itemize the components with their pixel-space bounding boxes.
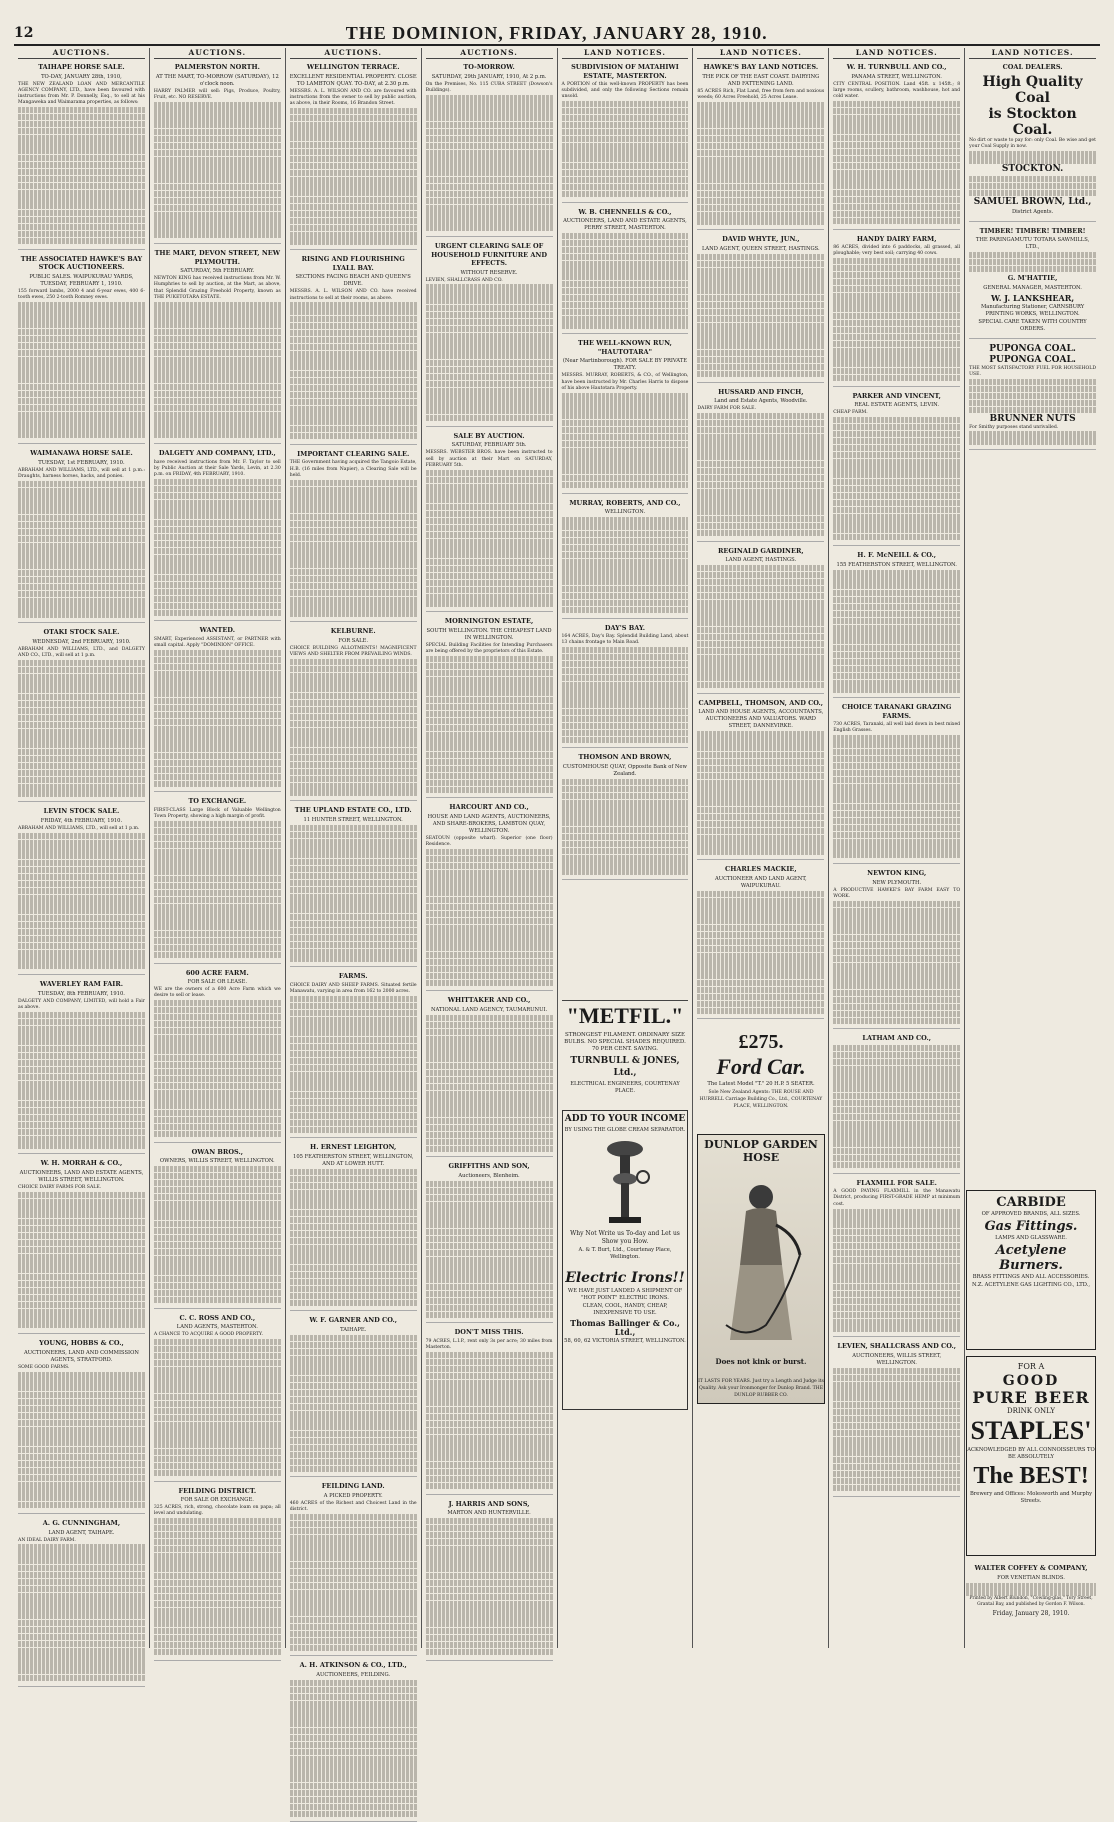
dunlop-body: IT LASTS FOR YEARS. Just try a Length and Judge its Quality. Ask your Ironmonger for Dunlop Brand. THE DUNLOP RUBBER CO.	[698, 1378, 824, 1398]
column-heading: AUCTIONS.	[154, 48, 281, 59]
ad-body: A PRODUCTIVE HAWKE'S BAY FARM EASY TO WORK.	[833, 887, 961, 899]
burners-label: Burners.	[999, 1258, 1063, 1273]
ad-body: HARRY PALMER will sell: Pigs, Produce, Poultry, Fruit, etc. NO RESERVE.	[153, 88, 281, 100]
ad-body: SPECIAL Building Facilities for Intending Purchasers are being offered by the proprietors of this Estate.	[425, 642, 553, 654]
ad-body: 86 ACRES, divided into 6 paddocks, all grassed, all ploughable; very best soil; carrying 40 cows.	[833, 245, 961, 257]
ad-body: A GOOD PAYING FLAXMILL in the Manawatu District, producing FIRST-GRADE HEMP at minimum cost.	[833, 1189, 961, 1207]
mhattie-name: G. M'HATTIE,	[1007, 274, 1058, 283]
ad-body: CHOICE DAIRY AND SHEEP FARMS. Situated fertile Manawatu, varying in area from 162 to 2000 acres.	[289, 982, 417, 994]
puponga-ad	[969, 344, 1096, 450]
classified-ad	[18, 63, 145, 250]
ad-subtitle: LAND AGENTS, MASTERTON.	[176, 1324, 258, 1331]
column-5-ads	[562, 63, 689, 880]
ad-body: MESSRS. WEBSTER BROS. have been instructed to sell by auction at their Mart on SATURDAY, FEBRUARY 5th.	[425, 450, 553, 468]
puponga-title-1: PUPONGA COAL.	[989, 344, 1076, 355]
ford-car-title: Ford Car.	[716, 1054, 806, 1079]
ad-title: FARMS.	[338, 972, 368, 981]
classified-ad	[18, 807, 145, 975]
electric-irons-body: CLEAN, COOL, HANDY, CHEAP, INEXPENSIVE TO USE.	[582, 1303, 668, 1316]
classified-ad	[18, 449, 145, 623]
brunner-nuts-title: BRUNNER NUTS	[989, 413, 1076, 424]
ad-subtitle: AUCTIONEERS, LAND AND COMMISSION AGENTS, STRATFORD.	[23, 1349, 139, 1363]
ad-body: CHOICE DAIRY FARMS FOR SALE.	[18, 1184, 102, 1190]
classified-ad	[290, 1661, 417, 1822]
ad-subtitle: A PICKED PROPERTY.	[323, 1492, 383, 1499]
ad-body: AN IDEAL DAIRY FARM.	[18, 1537, 76, 1543]
ad-subtitle: OWNERS, WILLIS STREET, WELLINGTON.	[159, 1158, 275, 1165]
ad-body: THE NEW ZEALAND LOAN AND MERCANTILE AGENCY COMPANY, LTD., have been favoured with instructions from Mr. P. Donnelly, Esq., to sell at his Mangaweka and Waimarama properties, as follows:	[18, 81, 145, 106]
ad-body: 460 ACRES of the Richest and Choicest Land in the district.	[289, 1500, 417, 1513]
ad-title: THE UPLAND ESTATE CO., LTD.	[294, 806, 412, 815]
timber-sub: THE PARINGAMUTU TOTARA SAWMILLS, LTD.,	[975, 237, 1090, 251]
ad-subtitle: TO-DAY, JANUARY 28th, 1910,	[41, 73, 122, 80]
masthead	[14, 22, 1100, 46]
classified-ad	[290, 1482, 417, 1656]
ad-sub: AUCTIONEERS, LAND AND ESTATE AGENTS, PERRY STREET, MASTERTON.	[563, 218, 687, 232]
ad-title: C. C. ROSS AND CO.,	[179, 1313, 256, 1322]
ad-subtitle: NEW PLYMOUTH.	[872, 879, 922, 886]
ad-subtitle: AT THE MART, TO-MORROW (SATURDAY), 12 o'clock noon.	[155, 73, 279, 87]
gas-fittings-sub: LAMPS AND GLASSWARE.	[995, 1235, 1067, 1241]
ad-title: DON'T MISS THIS.	[454, 1328, 524, 1337]
ad-body: ABRAHAM AND WILLIAMS, LTD., and DALGETY AND CO., LTD., will sell at 1 p.m.	[18, 646, 145, 658]
ad-subtitle: 155 FEATHERSTON STREET, WELLINGTON.	[836, 561, 957, 568]
classified-ad	[426, 63, 553, 237]
coal-dealers-ad	[969, 63, 1096, 222]
classified-ad	[154, 63, 281, 244]
beer-for-a: FOR A	[1017, 1362, 1045, 1371]
ad-title: H. F. McNEILL & CO.,	[857, 551, 937, 560]
ad-body: A CHANCE TO ACQUIRE A GOOD PROPERTY.	[153, 1332, 263, 1338]
ad-title: URGENT CLEARING SALE OF HOUSEHOLD FURNITURE AND EFFECTS.	[431, 242, 547, 268]
classified-ad	[833, 63, 960, 230]
ad-sub: AUCTIONEER AND LAND AGENT, WAIPUKURAU.	[714, 875, 807, 889]
columns	[14, 48, 1100, 1678]
ad-body: 85 ACRES Rich, Flat Land, free from fern and noxious weeds; 60 Acres Freehold, 25 Acres Lease.	[697, 88, 825, 100]
classified-ad	[154, 1487, 281, 1661]
classified-ad	[290, 63, 417, 250]
ad-title: A. H. ATKINSON & CO., LTD.,	[299, 1661, 407, 1670]
classified-ad	[426, 432, 553, 612]
ad-subtitle: WEDNESDAY, 2nd FEBRUARY, 1910.	[32, 638, 131, 645]
classified-ad	[154, 1314, 281, 1482]
puponga-title-2: PUPONGA COAL.	[989, 355, 1076, 366]
coal-body: No dirt or waste to pay for: only Coal. Be wise and get your Coal Supply in now.	[969, 137, 1096, 149]
ad-title: J. HARRIS AND SONS,	[448, 1499, 530, 1508]
ad-body: MESSRS. MURRAY, ROBERTS, & CO., of Wellington, have been instructed by Mr. Charles Harris to dispose of his above Hautotara Property.	[561, 373, 689, 391]
stockton-label: STOCKTON.	[1001, 164, 1064, 175]
ad-subtitle: PUBLIC SALES. WAIPUKURAU YARDS, TUESDAY, FEBRUARY 1, 1910.	[29, 273, 134, 287]
classified-ad	[154, 797, 281, 963]
ad-title: YOUNG, HOBBS & CO.,	[39, 1339, 124, 1348]
ad-body: NEWTON KING has received instructions from Mr. W. Humphries to sell by auction, at the Mart, as above, that Splendid Grazing Freehold Property, known as THE PUKETOTARA ESTATE.	[153, 276, 281, 300]
ad-subtitle: NATIONAL LAND AGENCY, TAUMARUNUI.	[430, 1006, 548, 1013]
ad-title: SUBDIVISION OF MATAHIWI ESTATE, MASTERTON.	[571, 63, 679, 80]
ad-body: 730 ACRES, Taranaki, all well laid down in best mixed English Grasses.	[833, 722, 961, 734]
classified-ad	[290, 255, 417, 445]
classified-ad	[154, 626, 281, 792]
footer-ads	[966, 1562, 1096, 1646]
ad-title: W. B. CHENNELLS & CO.,	[578, 207, 672, 216]
brass-fittings: BRASS FITTINGS AND ALL ACCESSORIES.	[972, 1274, 1090, 1280]
classified-ad	[18, 255, 145, 445]
ad-subtitle: Auctioneers, Blenheim.	[458, 1172, 520, 1179]
ford-agents: Sole New Zealand Agents: THE ROUSE AND HURRELL Carriage Building Co., Ltd., COURTENAY PLACE, WELLINGTON.	[699, 1090, 823, 1109]
mhattie-sub: GENERAL MANAGER, MASTERTON.	[983, 284, 1082, 291]
ad-sub: CUSTOMHOUSE QUAY, Opposite Bank of New Zealand.	[562, 763, 687, 777]
classified-ad	[833, 1342, 960, 1496]
ford-car-ad	[697, 1030, 825, 1120]
ad-title: W. H. TURNBULL AND CO.,	[846, 63, 947, 71]
coal-line-1: High Quality Coal	[982, 73, 1083, 106]
classified-ad	[562, 624, 689, 749]
classified-ad	[833, 1034, 960, 1173]
globe-body: Why Not Write us To-day and Let us Show you How.	[570, 1230, 680, 1245]
ford-price: £275.	[738, 1031, 784, 1053]
column-7-ads	[833, 63, 960, 1497]
ad-title: PARKER AND VINCENT,	[852, 391, 941, 400]
ad-title: SALE BY AUCTION.	[453, 431, 525, 440]
turnbull-jones: TURNBULL & JONES, Ltd.,	[570, 1056, 680, 1078]
classified-ad	[426, 1162, 553, 1323]
acetylene-company: N.Z. ACETYLENE GAS LIGHTING CO., LTD.,	[972, 1282, 1090, 1288]
dunlop-kink: Does not kink or burst.	[715, 1356, 807, 1366]
classified-ad	[18, 1159, 145, 1334]
ad-title: H. ERNEST LEIGHTON,	[310, 1143, 397, 1152]
ad-body: 155 forward lambs, 2000 4 and 6-year ewes, 400 6-tooth ewes, 250 2-tooth Romney ewes.	[18, 288, 145, 300]
gas-fittings: Gas Fittings.	[984, 1219, 1078, 1234]
acetylene-label: Acetylene	[995, 1243, 1067, 1258]
classified-ad	[697, 699, 824, 860]
ad-title: HUSSARD AND FINCH,	[718, 387, 804, 396]
classified-ad	[562, 753, 689, 880]
ad-subtitle: TUESDAY, 1st FEBRUARY, 1910.	[38, 459, 125, 466]
ad-body: DALGETY AND COMPANY, LIMITED, will hold a Fair as above.	[18, 998, 145, 1010]
classified-ad	[154, 969, 281, 1143]
ad-title: A. G. CUNNINGHAM,	[42, 1519, 121, 1528]
column-1	[14, 48, 150, 1648]
classified-ad	[562, 208, 689, 335]
timber-title: TIMBER! TIMBER! TIMBER!	[979, 226, 1086, 235]
column-heading: AUCTIONS.	[426, 48, 553, 59]
ad-title: LATHAM AND CO.,	[862, 1034, 931, 1043]
column-4	[422, 48, 558, 1648]
ad-subtitle: 105 FEATHERSTON STREET, WELLINGTON, AND AT LOWER HUTT.	[293, 1153, 414, 1167]
ad-title: OTAKI STOCK SALE.	[43, 628, 120, 637]
ad-body: MESSRS. A. L. WILSON AND CO. are favoured with instructions from the owner to sell by public auction, as above, in their Rooms, 16 Brandon Street.	[289, 88, 417, 106]
printer-imprint: Printed by Albert Blundon, "Cowling-glas," Tory Street, Grantal Bay, and published by Gordon F. Wilson.	[969, 1596, 1093, 1608]
classified-ad	[833, 703, 960, 864]
ad-title: 600 ACRE FARM.	[185, 968, 249, 977]
ad-subtitle: FOR SALE.	[338, 637, 368, 644]
metfil-strongest: STRONGEST FILAMENT. ORDINARY SIZE BULBS. NO SPECIAL SHADES REQUIRED. 70 PER CENT. SAVING.	[564, 1032, 686, 1052]
ad-subtitle: TUESDAY, 8th FEBRUARY, 1910.	[37, 990, 125, 997]
ad-title: REGINALD GARDINER,	[717, 546, 804, 555]
staples-beer-ad	[966, 1356, 1096, 1556]
ad-title: DAVID WHYTE, JUN.,	[722, 235, 800, 244]
ad-body: 164 ACRES, Day's Bay. Splendid Building Land, about 13 chains frontage to Main Road.	[561, 634, 689, 646]
ad-title: WHITTAKER AND CO.,	[447, 996, 531, 1005]
column-7	[829, 48, 965, 1648]
column-2	[150, 48, 286, 1648]
metfil-title: "METFIL."	[566, 1003, 684, 1028]
ad-subtitle: SECTIONS FACING BEACH AND QUEEN'S DRIVE.	[295, 274, 411, 288]
footer-date: Friday, January 28, 1910.	[992, 1609, 1070, 1617]
ad-subtitle: PANAMA STREET, WELLINGTON.	[851, 73, 942, 80]
ad-subtitle: SATURDAY, 5th FEBRUARY.	[180, 268, 255, 275]
ad-subtitle: FRIDAY, 4th FEBRUARY, 1910.	[40, 817, 123, 824]
ad-sub: THE PICK OF THE EAST COAST. DAIRYING AND FATTENING LAND.	[702, 73, 820, 87]
ballinger-name: Thomas Ballinger & Co., Ltd.,	[570, 1318, 680, 1337]
newspaper-title: THE DOMINION, FRIDAY, JANUARY 28, 1910.	[345, 22, 768, 43]
turnbull-jones-sub: ELECTRICAL ENGINEERS, COURTENAY PLACE.	[570, 1081, 680, 1094]
ad-body: WE are the owners of a 600 Acre Farm which we desire to sell or lease.	[153, 987, 281, 999]
column-6-ads	[697, 63, 824, 1019]
ad-title: THE WELL-KNOWN RUN, "HAUTOTARA"	[577, 339, 672, 356]
ad-subtitle: LAND AGENT, TAIHAPE.	[48, 1529, 115, 1536]
beer-drink-only: DRINK ONLY	[1007, 1407, 1055, 1415]
ad-body: On the Premises, No. 115 CUBA STREET (Dowson's Buildings).	[425, 81, 553, 93]
puponga-body: THE MOST SATISFACTORY FUEL FOR HOUSEHOLD USE.	[969, 366, 1096, 378]
ad-title: WAVERLEY RAM FAIR.	[39, 980, 124, 989]
ad-body: THE Government having acquired the Tangoio Estate, H.B. (16 miles from Napier), a Clearing Sale will be held.	[289, 460, 417, 478]
classified-ad	[562, 499, 689, 619]
ford-model: The Latest Model "T." 20 H.P. 5 SEATER.	[707, 1081, 815, 1087]
ad-body: DAIRY FARM FOR SALE.	[697, 406, 756, 412]
globe-separator-ad	[562, 1110, 688, 1410]
beer-brewery: Brewery and Offices: Molesworth and Murphy Streets.	[969, 1491, 1093, 1504]
classified-ad	[426, 617, 553, 798]
column-heading: LAND NOTICES.	[697, 48, 824, 59]
ad-title: CHARLES MACKIE,	[725, 865, 797, 874]
coal-heading: COAL DEALERS.	[1002, 63, 1063, 71]
ad-subtitle: EXCELLENT RESIDENTIAL PROPERTY. CLOSE TO LAMBTON QUAY. TO-DAY, at 2.30 p.m.	[289, 73, 417, 87]
ad-subtitle: WITHOUT RESERVE.	[460, 269, 518, 276]
classified-ad	[426, 996, 553, 1157]
ad-title: WELLINGTON TERRACE.	[306, 63, 400, 71]
ad-body: CHOICE BUILDING ALLOTMENTS! MAGNIFICENT VIEWS AND SHELTER FROM PREVAILING WINDS.	[289, 645, 417, 657]
ad-title: NEWTON KING,	[867, 869, 927, 878]
cream-separator-illustration	[563, 1137, 687, 1227]
ad-title: TO EXCHANGE.	[188, 797, 247, 806]
ad-title: THOMSON AND BROWN,	[578, 753, 672, 762]
beer-staples: STAPLES'	[970, 1416, 1092, 1445]
samuel-brown-label: SAMUEL BROWN, Ltd.,	[973, 196, 1092, 207]
ad-title: CAMPBELL, THOMSON, AND CO.,	[698, 698, 824, 707]
ad-title: MURRAY, ROBERTS, AND CO.,	[569, 498, 681, 507]
ad-title: MORNINGTON ESTATE,	[444, 617, 534, 626]
special-care: SPECIAL CARE TAKEN WITH COUNTRY ORDERS.	[978, 319, 1087, 333]
classified-ad	[833, 1179, 960, 1338]
ad-title: DAY'S BAY.	[604, 623, 646, 632]
ad-sub: (Near Martinborough). FOR SALE BY PRIVATE TREATY.	[562, 358, 687, 372]
ad-body: SEATOUN (opposite wharf). Superior (one floor) Residence.	[425, 835, 553, 848]
ad-title: DALGETY AND COMPANY, LTD.,	[158, 449, 276, 458]
column-heading: AUCTIONS.	[290, 48, 417, 59]
brunner-nuts-body: For Smithy purposes stand unrivalled.	[969, 424, 1059, 430]
classified-ad	[426, 803, 553, 991]
ad-title: OWAN BROS.,	[191, 1147, 243, 1156]
classified-ad	[18, 628, 145, 802]
ad-body: CITY CENTRAL POSITION. Land 45ft. x 145ft.; 8 large rooms, scullery, bathroom, washhouse, hot and cold water.	[833, 81, 961, 99]
ad-sub: LAND AGENT, QUEEN STREET, HASTINGS.	[701, 245, 820, 252]
classified-ad	[833, 392, 960, 546]
coal-line-2: is Stockton Coal.	[988, 105, 1077, 138]
ad-title: RISING AND FLOURISHING LYALL BAY.	[301, 255, 405, 272]
ad-body: ABRAHAM AND WILLIAMS, LTD., will sell at 1 p.m.: Draughts, harness horses, hacks, and ponies.	[18, 467, 145, 479]
ad-subtitle: AUCTIONEERS, FEILDING.	[316, 1671, 391, 1678]
ad-subtitle: FOR SALE OR LEASE.	[187, 979, 247, 986]
classified-ad	[833, 551, 960, 698]
ad-body: 325 ACRES, rich, strong, chocolate loam on papa; all level and undulating.	[153, 1505, 281, 1517]
ad-title: LEVIEN, SHALLCRASS AND CO.,	[837, 1342, 956, 1351]
ad-title: FEILDING LAND.	[321, 1482, 385, 1491]
column-heading: LAND NOTICES.	[833, 48, 960, 59]
ad-body: 79 ACRES, L.I.P., rent only 3s per acre; 30 miles from Masterton.	[425, 1338, 553, 1351]
carbide-sub: OF APPROVED BRANDS, ALL SIZES.	[981, 1211, 1081, 1217]
classified-ad	[562, 63, 689, 203]
classified-ad	[426, 1328, 553, 1494]
classified-ad	[562, 339, 689, 494]
classified-ad	[290, 806, 417, 967]
ad-body: CHEAP FARM.	[833, 410, 868, 416]
classified-ad	[154, 1148, 281, 1309]
ad-title: KELBURNE.	[330, 627, 376, 636]
column-heading: LAND NOTICES.	[969, 48, 1096, 59]
column-heading: AUCTIONS.	[18, 48, 145, 59]
ad-title: THE ASSOCIATED HAWKE'S BAY STOCK AUCTIONEERS.	[20, 254, 143, 271]
ad-subtitle: HOUSE AND LAND AGENTS, AUCTIONEERS, AND SHARE-BROKERS, LAMBTON QUAY, WELLINGTON.	[427, 813, 551, 834]
ad-title: WANTED.	[199, 626, 235, 635]
classified-ad	[697, 388, 824, 542]
column-3	[286, 48, 422, 1678]
ad-title: LEVIN STOCK SALE.	[43, 807, 120, 816]
classified-ad	[290, 1316, 417, 1477]
dunlop-title: DUNLOP GARDEN HOSE	[704, 1138, 818, 1164]
ad-subtitle: AUCTIONEERS, WILLIS STREET, WELLINGTON.	[852, 1352, 942, 1366]
ad-body: LEVIEN, SHALLCRASS AND CO.	[425, 277, 503, 283]
add-income-title: ADD TO YOUR INCOME	[564, 1114, 686, 1124]
ad-subtitle: SOUTH WELLINGTON. THE CHEAPEST LAND IN WELLINGTON.	[426, 627, 552, 641]
ad-title: PALMERSTON NORTH.	[174, 63, 260, 71]
classified-ad	[154, 449, 281, 621]
ad-title: W. F. GARNER AND CO.,	[309, 1316, 398, 1325]
walter-coffey: WALTER COFFEY & COMPANY,	[974, 1564, 1088, 1572]
electric-irons-title: Electric Irons!!	[565, 1270, 685, 1286]
ad-subtitle: SATURDAY, FEBRUARY 5th.	[451, 442, 527, 449]
ad-title: CHOICE TARANAKI GRAZING FARMS.	[841, 703, 952, 720]
classified-ad	[290, 972, 417, 1138]
ad-subtitle: FOR SALE OR EXCHANGE.	[180, 1497, 254, 1504]
ad-body: A PORTION of this well-known PROPERTY has been subdivided, and only the following Sections remain unsold.	[561, 82, 689, 100]
carbide-title: CARBIDE	[996, 1195, 1066, 1210]
beer-good: GOOD	[1002, 1373, 1060, 1389]
ad-title: GRIFFITHS AND SON,	[448, 1162, 530, 1171]
classified-ad	[426, 1500, 553, 1661]
ad-subtitle: AUCTIONEERS, LAND AND ESTATE AGENTS, WILLIS STREET, WELLINGTON.	[19, 1169, 144, 1183]
timber-ad	[969, 227, 1096, 339]
beer-acknowledged: ACKNOWLEDGED BY ALL CONNOISSEURS TO BE ABSOLUTELY	[967, 1447, 1095, 1460]
ad-title: IMPORTANT CLEARING SALE.	[297, 449, 410, 458]
page-number: 12	[14, 25, 34, 41]
classified-ad	[18, 980, 145, 1154]
ad-body: SMART, Experienced ASSISTANT, or PARTNER with small capital. Apply "DOMINION" OFFICE.	[153, 636, 281, 649]
ad-title: THE MART, DEVON STREET, NEW PLYMOUTH.	[154, 249, 281, 266]
classified-ad	[697, 235, 824, 382]
dunlop-hose-ad	[697, 1134, 825, 1404]
ad-title: HARCOURT AND CO.,	[449, 803, 529, 812]
classified-ad	[290, 450, 417, 622]
ad-title: FEILDING DISTRICT.	[178, 1486, 257, 1495]
classified-ad	[697, 63, 824, 230]
walter-coffey-sub: FOR VENETIAN BLINDS.	[997, 1574, 1065, 1581]
classified-ad	[290, 1143, 417, 1311]
ad-subtitle: REAL ESTATE AGENTS, LEVIN.	[854, 402, 939, 409]
ad-title: WAIMANAWA HORSE SALE.	[30, 449, 133, 458]
column-heading: LAND NOTICES.	[562, 48, 689, 59]
beer-pure-beer: PURE BEER	[972, 1388, 1090, 1407]
classified-ad	[154, 249, 281, 444]
classified-ad	[18, 1339, 145, 1514]
ad-title: FLAXMILL FOR SALE.	[856, 1178, 937, 1187]
globe-sub: BY USING THE GLOBE CREAM SEPARATOR.	[564, 1127, 686, 1133]
ad-subtitle: MARTON AND HUNTERVILLE.	[447, 1510, 531, 1517]
column-6	[693, 48, 829, 1648]
ad-body: MESSRS. A. L. WILSON AND CO. have received instructions to sell at their rooms, as above.	[289, 289, 417, 301]
classified-ad	[833, 235, 960, 387]
electric-irons-sub: WE HAVE JUST LANDED A SHIPMENT OF "HOT POINT" ELECTRIC IRONS.	[567, 1288, 683, 1301]
classified-ad	[18, 1519, 145, 1687]
ad-sub: WELLINGTON.	[604, 509, 646, 516]
ad-subtitle: SATURDAY, 29th JANUARY, 1910, At 2 p.m.	[431, 73, 547, 80]
ad-title: W. H. MORRAH & CO.,	[40, 1159, 123, 1168]
ad-sub: LAND AND HOUSE AGENTS, ACCOUNTANTS, AUCTIONEERS AND VALUATORS. WARD STREET, DANNEVIRKE.	[698, 709, 824, 730]
classified-ad	[833, 869, 960, 1029]
classified-ad	[697, 865, 824, 1019]
globe-brand: A. & T. Burt, Ltd., Courtenay Place, Wellington.	[578, 1247, 672, 1260]
ad-body: FIRST-CLASS Large Block of Valuable Wellington Town Property, showing a high margin of profit.	[153, 807, 281, 820]
classified-ad	[697, 547, 824, 694]
ad-title: TAIHAPE HORSE SALE.	[38, 63, 125, 71]
ballinger-sub: 58, 60, 62 VICTORIA STREET, WELLINGTON.	[564, 1338, 686, 1344]
ad-title: TO-MORROW.	[463, 63, 515, 71]
metfil-ad	[562, 1000, 688, 1105]
garden-lady-illustration	[716, 1175, 806, 1345]
samuel-brown-sub: District Agents.	[1011, 208, 1054, 215]
ad-sub: Land and Estate Agents, Woodville.	[714, 398, 808, 405]
ad-title: HAWKE'S BAY LAND NOTICES.	[703, 63, 819, 71]
lankshear-sub: Manufacturing Stationer, CARNSBURY PRINTING WORKS, WELLINGTON.	[980, 304, 1085, 318]
lankshear-name: W. J. LANKSHEAR,	[990, 292, 1075, 303]
classified-ad	[426, 242, 553, 427]
ad-title: HANDY DAIRY FARM,	[856, 234, 937, 243]
classified-ad	[290, 627, 417, 801]
ad-body: have received instructions from Mr. F. Taylor to sell by Public Auction at their Sale Yards, Levin, at 2.30 p.m. on FRIDAY, 4th FEBRUARY, 1910.	[153, 459, 281, 477]
ad-body: SOME GOOD FARMS.	[18, 1364, 70, 1370]
ad-subtitle: 11 HUNTER STREET, WELLINGTON.	[303, 816, 403, 823]
ad-subtitle: TAIHAPE.	[340, 1326, 367, 1333]
ad-sub: LAND AGENT, HASTINGS.	[725, 557, 797, 564]
carbide-ad	[966, 1190, 1096, 1350]
beer-the-best: The BEST!	[973, 1463, 1089, 1489]
ad-body: ABRAHAM AND WILLIAMS, LTD., will sell at 1 p.m.	[18, 825, 140, 831]
